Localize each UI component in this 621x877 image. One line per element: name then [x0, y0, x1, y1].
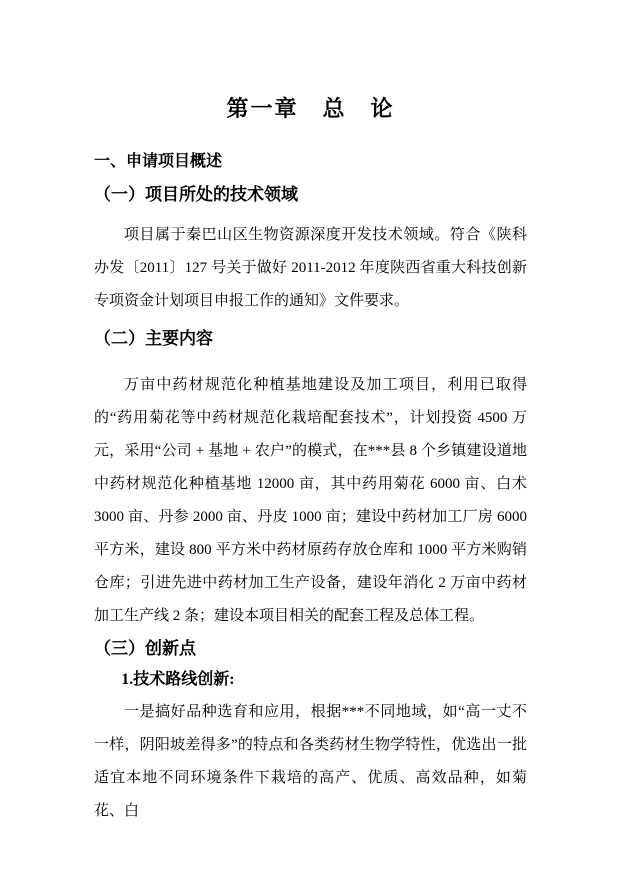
paragraph-innovation: 一是搞好品种选育和应用，根据***不同地域，如“高一丈不一样，阴阳坡差得多”的特点和各类药材生物学特性，优选出一批适宜本地不同环境条件下栽培的高产、优质、高效品种，如菊花、白	[94, 704, 527, 819]
heading-technical-field: （一）项目所处的技术领域	[94, 185, 298, 204]
paragraph-main-content: 万亩中药材规范化种植基地建设及加工项目，利用已取得的“药用菊花等中药材规范化栽培配套技术”，计划投资 4500 万元，采用“公司 + 基地 + 农户”的模式，在***县 8 个乡镇建设道地中药材规范化种植基地 12000 亩，其中药用菊花 6000 亩、白术 3000 亩、丹参 2000 亩、丹皮 1000 亩；建设中药材加工厂房 6000 平方米，建设 800 平方米中药材原药存放仓库和 1000 平方米购销仓库；引进先进中药材加工生产设备，建设年消化 2 万亩中药材加工生产线 2 条；建设本项目相关的配套工程及总体工程。	[94, 377, 527, 624]
heading-project-overview: 一、申请项目概述	[94, 153, 223, 170]
heading-main-content: （二）主要内容	[94, 329, 213, 348]
subheading-technical-route-innovation: 1.技术路线创新:	[121, 671, 235, 688]
heading-innovation-points: （三）创新点	[94, 639, 196, 658]
paragraph-technical-field: 项目属于秦巴山区生物资源深度开发技术领域。符合《陕科办发〔2011〕127 号关于做好 2011-2012 年度陕西省重大科技创新专项资金计划项目申报工作的通知》文件要求。	[94, 227, 527, 309]
chapter-title: 第一章 总 论	[226, 96, 395, 121]
